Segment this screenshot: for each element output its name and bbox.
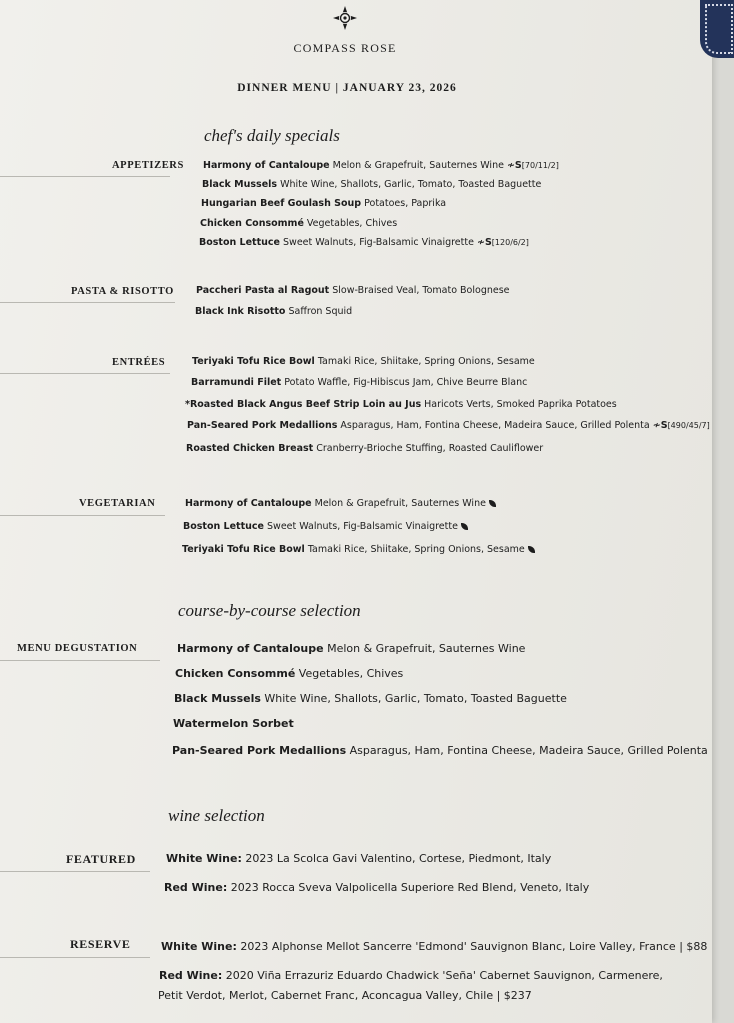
category-reserve: RESERVE <box>70 937 131 951</box>
menu-item: Harmony of Cantaloupe Melon & Grapefruit, Sauternes Wine <box>185 498 496 509</box>
leaf-icon <box>461 523 468 530</box>
menu-dateline: DINNER MENU | JANUARY 23, 2026 <box>237 82 457 94</box>
menu-item: Boston Lettuce Sweet Walnuts, Fig-Balsamic Vinaigrette <box>183 521 468 532</box>
section-title-wine: wine selection <box>168 806 265 825</box>
wine-item: Red Wine: 2020 Viña Errazuriz Eduardo Chadwick 'Seña' Cabernet Sauvignon, Carmenere, <box>159 969 663 982</box>
menu-item: Pan-Seared Pork Medallions Asparagus, Ham, Fontina Cheese, Madeira Sauce, Grilled Polenta <box>172 744 708 757</box>
menu-item: Barramundi Filet Potato Waffle, Fig-Hibiscus Jam, Chive Beurre Blanc <box>191 377 528 388</box>
menu-item: Hungarian Beef Goulash Soup Potatoes, Paprika <box>201 198 447 209</box>
wine-item: White Wine: 2023 La Scolca Gavi Valentino, Cortese, Piedmont, Italy <box>166 852 552 865</box>
section-title-course: course-by-course selection <box>178 601 361 620</box>
category-appetizers: APPETIZERS <box>112 160 184 171</box>
menu-item: Paccheri Pasta al Ragout Slow-Braised Veal, Tomato Bolognese <box>196 285 510 296</box>
category-vegetarian: VEGETARIAN <box>79 498 156 509</box>
leaf-icon <box>528 546 535 553</box>
menu-item: Harmony of Cantaloupe Melon & Grapefruit, Sauternes Wine ≁S[70/11/2] <box>203 160 559 171</box>
menu-item: Harmony of Cantaloupe Melon & Grapefruit, Sauternes Wine <box>177 642 526 655</box>
menu-item: Boston Lettuce Sweet Walnuts, Fig-Balsamic Vinaigrette ≁S[120/6/2] <box>199 237 529 248</box>
divider <box>0 302 175 303</box>
divider <box>0 373 170 374</box>
menu-item: Black Mussels White Wine, Shallots, Garlic, Tomato, Toasted Baguette <box>202 179 542 190</box>
wine-item-continued: Petit Verdot, Merlot, Cabernet Franc, Aconcagua Valley, Chile | $237 <box>158 989 532 1002</box>
wine-item: Red Wine: 2023 Rocca Sveva Valpolicella Superiore Red Blend, Veneto, Italy <box>164 881 590 894</box>
section-title-specials: chef's daily specials <box>204 126 340 145</box>
menu-item: Black Ink Risotto Saffron Squid <box>195 306 353 317</box>
divider <box>0 871 150 872</box>
sustainability-mark: ≁S <box>476 237 492 248</box>
leaf-icon <box>489 500 496 507</box>
compass-rose-logo-icon <box>332 5 358 31</box>
category-entrees: ENTRÉES <box>112 357 166 368</box>
menu-item: Pan-Seared Pork Medallions Asparagus, Ham, Fontina Cheese, Madeira Sauce, Grilled Polenta ≁S[490/45/7] <box>187 420 710 431</box>
menu-item: Chicken Consommé Vegetables, Chives <box>200 218 398 229</box>
menu-item: Roasted Chicken Breast Cranberry-Brioche Stuffing, Roasted Cauliflower <box>186 443 544 454</box>
menu-item: Teriyaki Tofu Rice Bowl Tamaki Rice, Shiitake, Spring Onions, Sesame <box>192 356 535 367</box>
sustainability-mark: ≁S <box>506 160 522 171</box>
sustainability-mark: ≁S <box>652 420 668 431</box>
category-degustation: MENU DEGUSTATION <box>17 643 138 654</box>
wine-item: White Wine: 2023 Alphonse Mellot Sancerre 'Edmond' Sauvignon Blanc, Loire Valley, France | $88 <box>161 940 708 953</box>
menu-item: Watermelon Sorbet <box>173 717 294 730</box>
menu-item: *Roasted Black Angus Beef Strip Loin au Jus Haricots Verts, Smoked Paprika Potatoes <box>185 399 617 410</box>
menu-item: Chicken Consommé Vegetables, Chives <box>175 667 404 680</box>
divider <box>0 660 160 661</box>
divider <box>0 176 170 177</box>
divider <box>0 957 150 958</box>
divider <box>0 515 165 516</box>
menu-item: Black Mussels White Wine, Shallots, Garlic, Tomato, Toasted Baguette <box>174 692 567 705</box>
restaurant-name: COMPASS ROSE <box>293 41 397 55</box>
menu-item: Teriyaki Tofu Rice Bowl Tamaki Rice, Shiitake, Spring Onions, Sesame <box>182 544 535 555</box>
tablecloth-corner <box>700 0 734 58</box>
category-featured: FEATURED <box>66 852 136 866</box>
category-pasta-risotto: PASTA & RISOTTO <box>71 286 174 297</box>
